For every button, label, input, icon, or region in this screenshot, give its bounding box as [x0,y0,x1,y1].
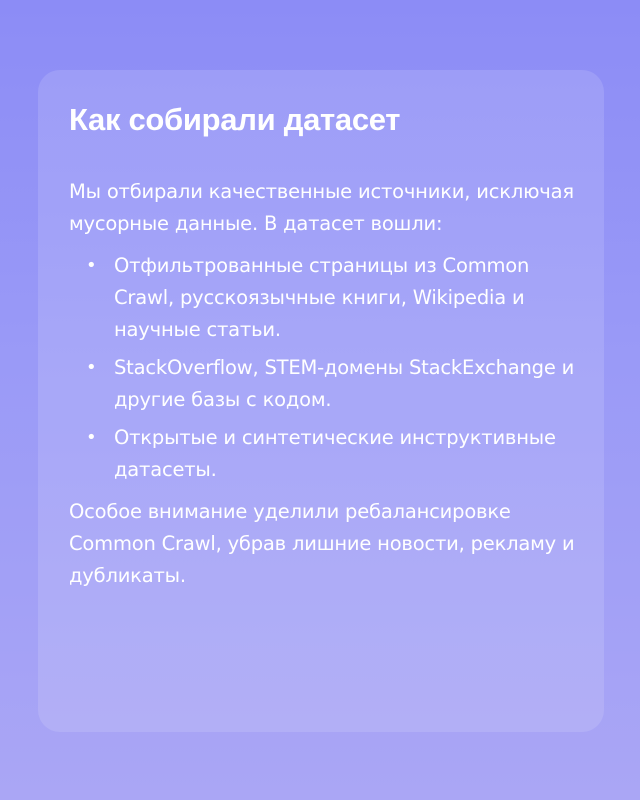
list-item [69,422,576,486]
list-item-text: Отфильтрованные страницы из Common Crawl, русскоязычные книги, Wikipedia и научные статьи. [114,254,530,341]
card-title: Как собирали датасет [69,102,401,137]
list-item-text: StackOverflow, STEM-домены StackExchange и другие базы с кодом. [114,356,575,411]
bullet-icon: • [86,357,97,378]
outro-paragraph: Особое внимание уделили ребалансировке Common Crawl, убрав лишние новости, рекламу и дубликаты. [69,500,575,587]
list-item [69,352,576,416]
list-item [69,250,576,346]
sources-list [69,250,576,486]
bullet-icon: • [86,255,97,276]
list-item-text: Открытые и синтетические инструктивные датасеты. [114,426,556,481]
intro-paragraph: Мы отбирали качественные источники, исключая мусорные данные. В датасет вошли: [69,180,574,235]
info-card [38,70,604,732]
bullet-icon: • [86,427,97,448]
